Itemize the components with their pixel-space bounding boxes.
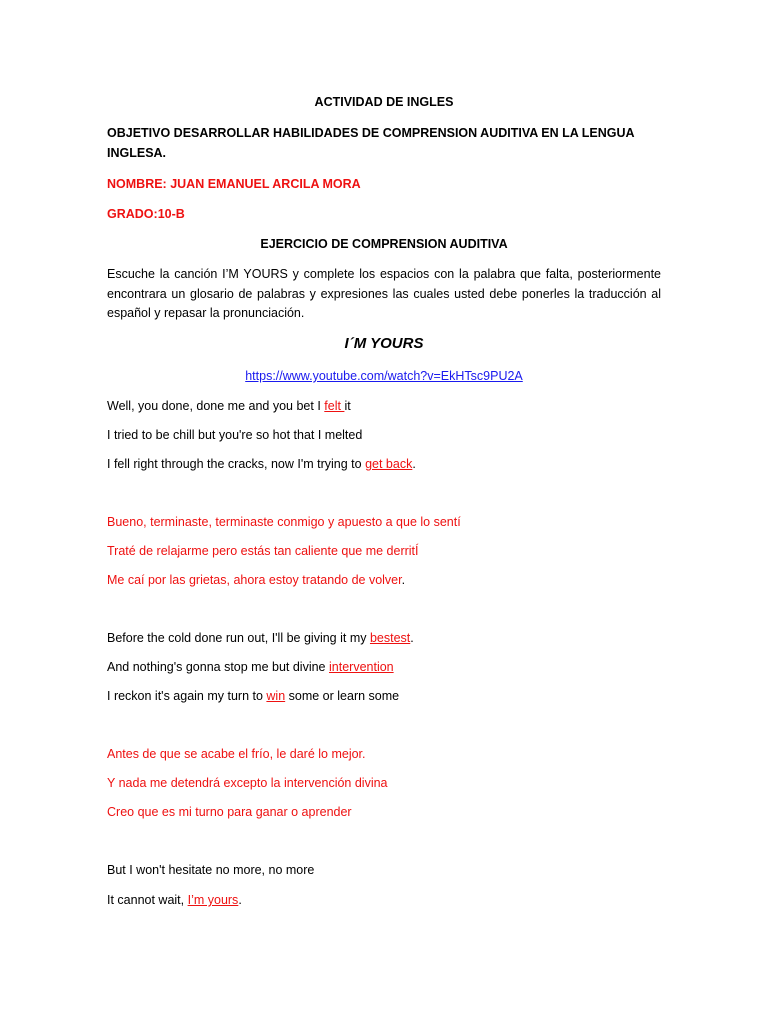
translation-line: Traté de relajarme pero estás tan caliente que me derritÍ: [107, 544, 419, 558]
lyric-line: Well, you done, done me and you bet I felt it: [107, 399, 351, 413]
answer-blank: bestest: [369, 631, 411, 645]
lyric-line: I reckon it's again my turn to win some or learn some: [107, 689, 400, 703]
song-title: I´M YOURS: [344, 335, 424, 352]
youtube-link[interactable]: https://www.youtube.com/watch?v=EkHTsc9PU2A: [245, 369, 523, 383]
translation-line: Me caí por las grietas, ahora estoy tratando de volver.: [107, 573, 406, 587]
lyric-line: I fell right through the cracks, now I'm trying to get back.: [107, 457, 416, 471]
translation-line: Creo que es mi turno para ganar o aprender: [107, 805, 352, 819]
document-title: ACTIVIDAD DE INGLES: [314, 95, 454, 109]
lyric-line: Before the cold done run out, I'll be giving it my bestest.: [107, 631, 414, 645]
answer-blank: I’m yours: [187, 893, 239, 907]
answer-blank: get back: [365, 457, 413, 471]
translation-line: Y nada me detendrá excepto la intervención divina: [107, 776, 388, 790]
answer-blank: win: [266, 689, 286, 703]
student-grade: GRADO:10-B: [107, 207, 185, 221]
lyric-line: But I won't hesitate no more, no more: [107, 863, 315, 877]
lyric-line: I tried to be chill but you're so hot that I melted: [107, 428, 363, 442]
student-name: NOMBRE: JUAN EMANUEL ARCILA MORA: [107, 177, 361, 191]
translation-line: Antes de que se acabe el frío, le daré lo mejor.: [107, 747, 366, 761]
answer-blank: felt: [324, 399, 345, 413]
objective-line-2: INGLESA.: [107, 146, 167, 160]
answer-blank: intervention: [329, 660, 394, 674]
lyric-line: It cannot wait, I’m yours.: [107, 893, 242, 907]
exercise-title: EJERCICIO DE COMPRENSION AUDITIVA: [260, 237, 508, 251]
translation-line: Bueno, terminaste, terminaste conmigo y apuesto a que lo sentí: [107, 515, 461, 529]
lyric-line: And nothing's gonna stop me but divine intervention: [107, 660, 394, 674]
objective-line-1: OBJETIVO DESARROLLAR HABILIDADES DE COMPRENSION AUDITIVA EN LA LENGUA: [107, 126, 635, 140]
instructions-paragraph: Escuche la canción I’M YOURS y complete los espacios con la palabra que falta, posteriormente encontrara un glosario de palabras y expresiones las cuales usted debe ponerles la traducción al español y repasar la pronunciación.: [107, 267, 661, 320]
